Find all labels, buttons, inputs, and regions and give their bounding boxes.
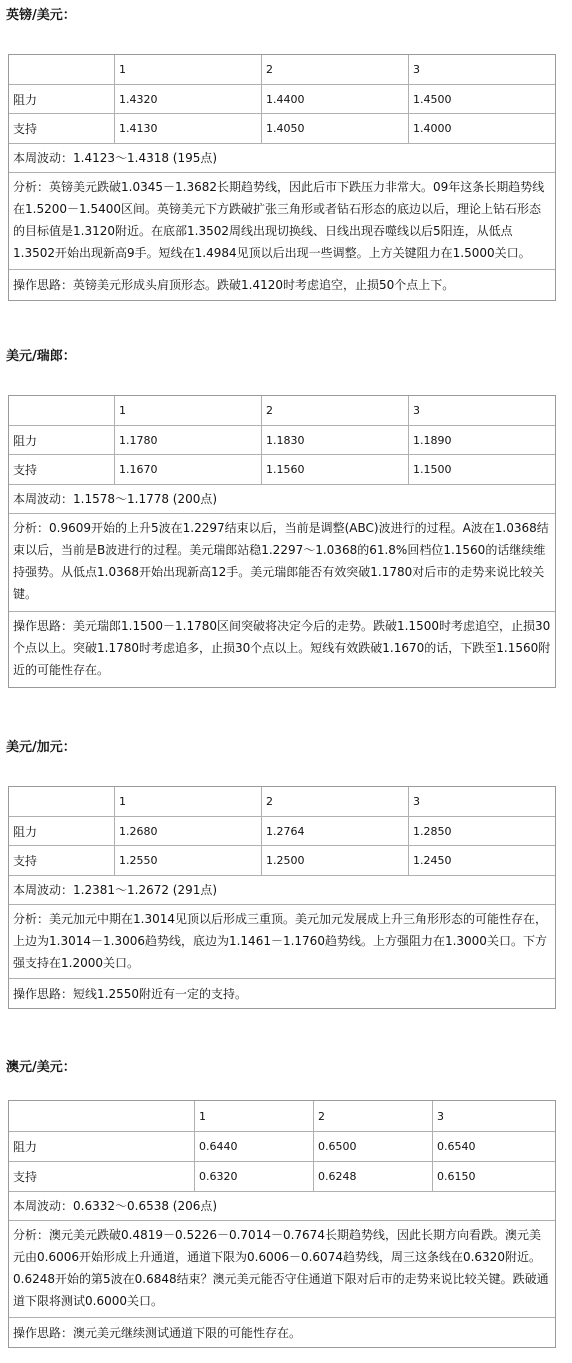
row-label-support: 支持: [13, 1170, 38, 1184]
strategy-text: 操作思路：短线1.2550附近有一定的支持。: [9, 978, 555, 1008]
support-row: [9, 113, 555, 143]
strategy-text: 操作思路：英镑美元形成头肩顶形态。跌破1.4120时考虑追空，止损50个点上下。: [9, 269, 555, 300]
support-value-1: 1.4130: [114, 114, 261, 143]
header-cell-3: 3: [408, 396, 555, 425]
header-cell-2: 2: [313, 1101, 432, 1131]
support-value-3: 0.6150: [432, 1162, 555, 1191]
resistance-value-3: 1.4500: [408, 85, 555, 113]
header-cell-blank: [9, 1101, 194, 1131]
support-value-3: 1.2450: [408, 846, 555, 875]
section-title-usdchf: 美元/瑞郎：: [6, 349, 76, 364]
header-row: [9, 396, 555, 425]
analysis-text: 分析：澳元美元跌破0.4819－0.5226－0.7014－0.7674长期趋势线，因此长期方向看跌。澳元美元由0.6006开始形成上升通道，通道下限为0.6006－0.6074趋势线，周三这条线在0.6320附近。0.6248开始的第5波在0.6848结束？澳元美元能否守住通道下限对后市的走势来说比较关键。跌破通道下限将测试0.6000关口。: [9, 1220, 555, 1317]
row-label-resistance: 阻力: [13, 92, 38, 107]
support-value-3: 1.1500: [408, 455, 555, 484]
resistance-value-3: 0.6540: [432, 1132, 555, 1161]
header-cell-3: 3: [408, 787, 555, 816]
header-cell-blank: [9, 396, 114, 425]
weekly-range: 本周波动：0.6332～0.6538 (206点): [9, 1191, 555, 1220]
header-cell-2: 2: [261, 396, 408, 425]
resistance-value-1: 0.6440: [194, 1132, 313, 1161]
support-row: [9, 454, 555, 484]
support-value-1: 0.6320: [194, 1162, 313, 1191]
row-label-resistance: 阻力: [13, 1140, 38, 1154]
analysis-text: 分析：英镑美元跌破1.0345－1.3682长期趋势线，因此后市下跌压力非常大。09年这条长期趋势线在1.5200－1.5400区间。英镑美元下方跌破扩张三角形或者钻石形态的底边以后，理论上钻石形态的目标值是1.3120附近。在底部1.3502周线出现切换线、日线出现吞噬线以后5阳连，从低点1.3502开始出现新高9手。短线在1.4984见顶以后出现一些调整。上方关键阻力在1.5000关口。: [9, 172, 555, 269]
header-cell-1: 1: [194, 1101, 313, 1131]
section-title-usdcad: 美元/加元：: [6, 740, 76, 755]
support-value-1: 1.2550: [114, 846, 261, 875]
support-value-2: 0.6248: [313, 1162, 432, 1191]
row-label-resistance: 阻力: [13, 824, 38, 839]
header-row: [9, 787, 555, 816]
header-cell-3: 3: [432, 1101, 555, 1131]
weekly-range: 本周波动：1.2381～1.2672 (291点): [9, 875, 555, 904]
support-row: [9, 1161, 555, 1191]
support-value-3: 1.4000: [408, 114, 555, 143]
resistance-row: [9, 1131, 555, 1161]
header-cell-blank: [9, 787, 114, 816]
analysis-text: 分析：0.9609开始的上升5波在1.2297结束以后，当前是调整(ABC)波进行的过程。A波在1.0368结束以后，当前是B波进行的过程。美元瑞郎站稳1.2297～1.0368的61.8%回档位1.1560的话继续维持强势。从低点1.0368开始出现新高12手。美元瑞郎能否有效突破1.1780对后市的走势来说比较关键。: [9, 513, 555, 611]
header-cell-2: 2: [261, 787, 408, 816]
resistance-value-2: 1.2764: [261, 817, 408, 845]
resistance-value-1: 1.4320: [114, 85, 261, 113]
header-cell-blank: [9, 55, 114, 84]
support-value-2: 1.2500: [261, 846, 408, 875]
header-cell-2: 2: [261, 55, 408, 84]
section-title-gbpusd: 英镑/美元：: [6, 8, 76, 23]
header-cell-1: 1: [114, 55, 261, 84]
strategy-text: 操作思路：美元瑞郎1.1500－1.1780区间突破将决定今后的走势。跌破1.1500时考虑追空，止损30个点以上。突破1.1780时考虑追多，止损30个点以上。短线有效跌破1.1670的话，下跌至1.1560附近的可能性存在。: [9, 611, 555, 687]
support-value-1: 1.1670: [114, 455, 261, 484]
forex-table-usdcad: [8, 786, 556, 1009]
support-value-2: 1.1560: [261, 455, 408, 484]
header-cell-1: 1: [114, 787, 261, 816]
row-label-resistance: 阻力: [13, 433, 38, 448]
forex-table-usdchf: [8, 395, 556, 688]
header-row: [9, 1101, 555, 1131]
header-row: [9, 55, 555, 84]
support-value-2: 1.4050: [261, 114, 408, 143]
support-row: [9, 845, 555, 875]
section-title-audusd: 澳元/美元：: [6, 1060, 76, 1075]
strategy-text: 操作思路：澳元美元继续测试通道下限的可能性存在。: [9, 1317, 555, 1347]
analysis-text: 分析：美元加元中期在1.3014见顶以后形成三重顶。美元加元发展成上升三角形形态的可能性存在，上边为1.3014－1.3006趋势线，底边为1.1461－1.1760趋势线。上方强阻力在1.3000关口。下方强支持在1.2000关口。: [9, 904, 555, 978]
row-label-support: 支持: [13, 854, 38, 868]
weekly-range: 本周波动：1.4123～1.4318 (195点): [9, 143, 555, 172]
resistance-value-2: 1.1830: [261, 426, 408, 454]
resistance-value-2: 1.4400: [261, 85, 408, 113]
resistance-row: [9, 425, 555, 454]
resistance-row: [9, 84, 555, 113]
row-label-support: 支持: [13, 463, 38, 477]
forex-table-audusd: [8, 1100, 556, 1348]
row-label-support: 支持: [13, 122, 38, 136]
resistance-value-1: 1.2680: [114, 817, 261, 845]
header-cell-3: 3: [408, 55, 555, 84]
resistance-value-3: 1.1890: [408, 426, 555, 454]
resistance-value-2: 0.6500: [313, 1132, 432, 1161]
resistance-value-1: 1.1780: [114, 426, 261, 454]
resistance-value-3: 1.2850: [408, 817, 555, 845]
header-cell-1: 1: [114, 396, 261, 425]
weekly-range: 本周波动：1.1578～1.1778 (200点): [9, 484, 555, 513]
forex-table-gbpusd: [8, 54, 556, 301]
resistance-row: [9, 816, 555, 845]
